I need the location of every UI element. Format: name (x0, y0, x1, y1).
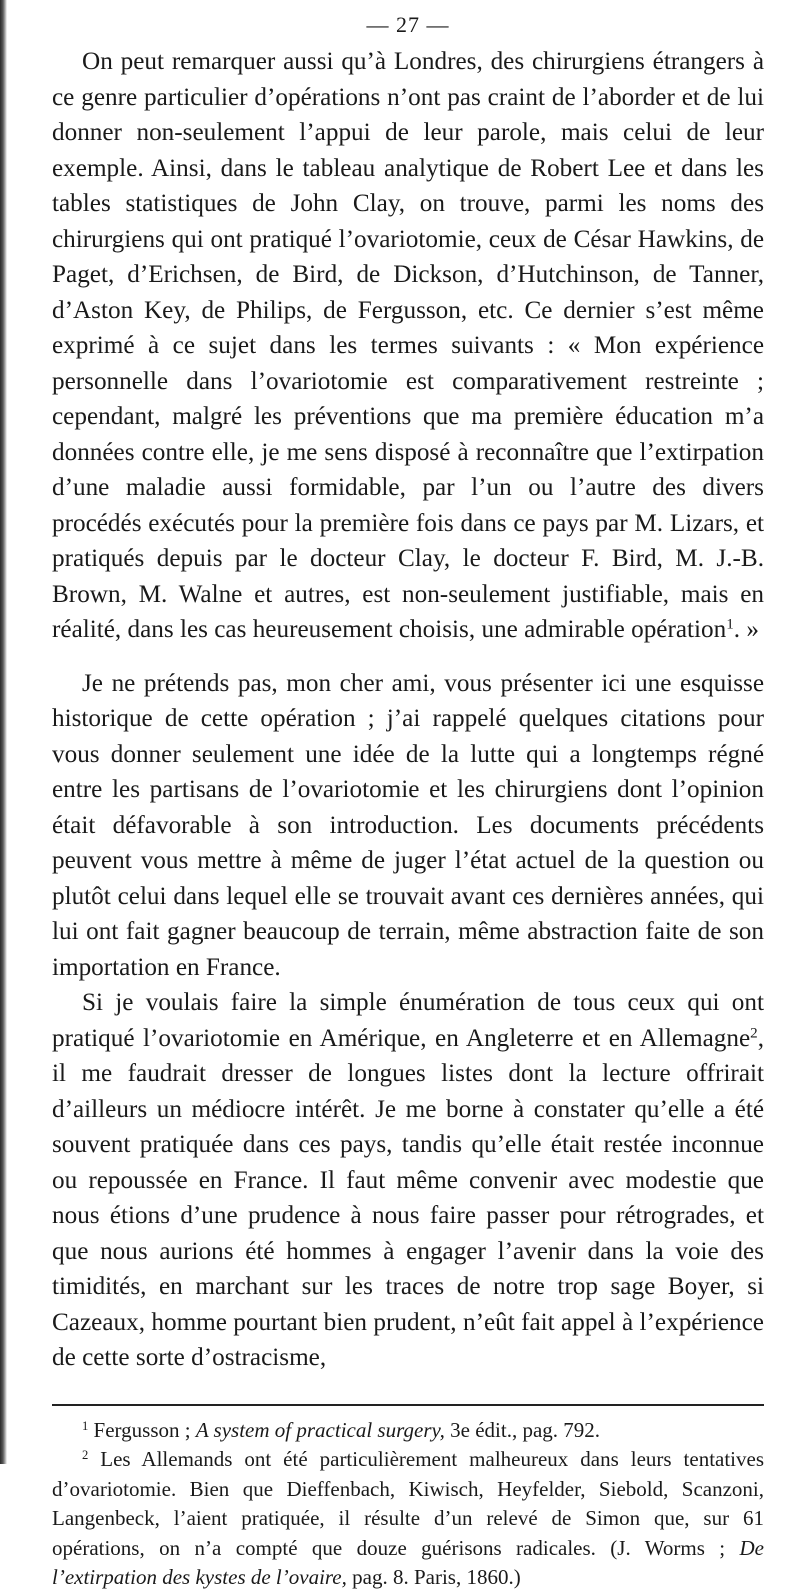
page-number: — 27 — (366, 12, 450, 37)
page-binding-edge (0, 0, 7, 1464)
footnotes (52, 1416, 764, 1593)
footnote-1-title: A system of practical surgery, (195, 1417, 445, 1442)
footnote-1 (52, 1416, 764, 1446)
footnote-2-marker: 2 (82, 1448, 89, 1463)
footnote-ref-2: 2 (750, 1025, 758, 1042)
footnote-2-title: De l’extirpation des kystes de l’ovaire, (52, 1535, 765, 1589)
paragraph-1-text-end: . » (733, 616, 759, 643)
footnote-2-details: pag. 8. Paris, 1860.) (352, 1565, 521, 1589)
footnote-divider (52, 1404, 764, 1406)
footnote-1-author: Fergusson ; (93, 1417, 191, 1442)
paragraph-2: Je ne prétends pas, mon cher ami, vous présenter ici une esquisse historique de cette opération ; j’ai rappelé quelques citations pour vous donner seulement une idée de la lutte qui a longtemps régné entre les partisans de l’ovariotomie et les chirurgiens dont l’opinion était défavorable à son introduction. Les documents précédents peuvent vous mettre à même de juger l’état actuel de la question ou plutôt celui dans lequel elle se trouvait avant ces dernières années, qui lui ont fait gagner beaucoup de terrain, même abstraction faite de son importation en France. (52, 669, 764, 981)
body-text (52, 44, 764, 1376)
paragraph-3-text: Si je voulais faire la simple énumération de tous ceux qui ont pratiqué l’ovariotomie en Amérique, en Angleterre et en Allemagne (52, 989, 764, 1052)
footnote-1-marker: 1 (82, 1418, 89, 1433)
footnote-ref-1: 1 (726, 616, 734, 633)
footnote-2 (52, 1445, 764, 1593)
paragraph-1 (52, 44, 764, 648)
paragraph-1-text: On peut remarquer aussi qu’à Londres, des chirurgiens étrangers à ce genre particulier d’opérations n’ont pas craint de l’aborder et de lui donner non-seulement l’appui de leur parole, mais celui de leur exemple. Ainsi, dans le tableau analytique de Robert Lee et dans les tables statistiques de John Clay, on trouve, parmi les noms des chirurgiens qui ont pratiqué l’ovariotomie, ceux de César Hawkins, de Paget, d’Erichsen, de Bird, de Dickson, d’Hutchinson, de Tanner, d’Aston Key, de Philips, de Fergusson, etc. Ce dernier s’est même exprimé à ce sujet dans les termes suivants : « Mon expérience personnelle dans l’ovariotomie est comparativement restreinte ; cependant, malgré les préventions que ma première éducation m’a données contre elle, je me sens disposé à reconnaître que l’extirpation d’une maladie aussi formidable, par l’un ou l’autre des divers procédés exécutés pour la première fois dans ce pays par M. Lizars, et pratiqués depuis par le docteur Clay, le docteur F. Bird, M. J.-B. Brown, M. Walne et autres, est non-seulement justifiable, mais en réalité, dans les cas heureusement choisis, une admirable opération (52, 48, 764, 643)
paragraph-3 (52, 985, 764, 1376)
footnote-2-text: Les Allemands ont été particulièrement malheureux dans leurs tentatives d’ovariotomie. Bien que Dieffenbach, Kiwisch, Heyfelder, Siebold, Scanzoni, Langenbeck, l’aient pratiquée, il résulte d’un relevé de Simon que, sur 61 opérations, on n’a compté que douze guérisons radicales. (J. Worms ; (52, 1447, 765, 1560)
paragraph-3-text-end: , il me faudrait dresser de longues listes dont la lecture offrirait d’ailleurs un médiocre intérêt. Je me borne à constater qu’elle a été souvent pratiquée dans ces pays, tandis qu’elle était restée inconnue ou repoussée en France. Il faut même convenir avec modestie que nous étions d’une prudence à nous faire passer pour rétrogrades, et que nous aurions été hommes à engager l’avenir dans la voie des timidités, en marchant sur les traces de notre trop sage Boyer, si Cazeaux, homme pourtant bien prudent, n’eût fait appel à l’expérience de cette sorte d’ostracisme, (52, 1024, 764, 1371)
book-page (52, 0, 764, 1593)
footnote-1-details: 3e édit., pag. 792. (450, 1417, 601, 1442)
